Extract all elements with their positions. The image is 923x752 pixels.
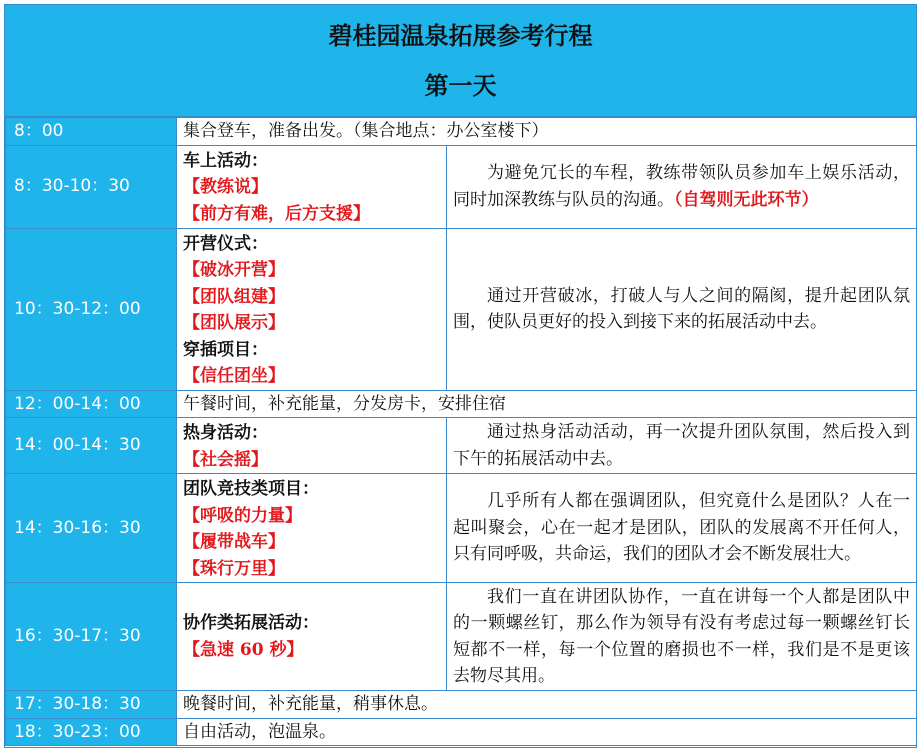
schedule-row bbox=[6, 474, 917, 583]
day-label: 第一天 bbox=[424, 71, 497, 100]
itinerary-sheet bbox=[4, 4, 917, 748]
schedule-row bbox=[6, 583, 917, 691]
itinerary-header bbox=[5, 5, 916, 117]
activity-cell bbox=[177, 145, 447, 228]
description-cell bbox=[447, 145, 917, 228]
activity-item: 【前方有难，后方支援】 bbox=[183, 203, 370, 224]
description-cell: 通过热身活动活动，再一次提升团队氛围，然后投入到下午的拓展活动中去。 bbox=[447, 418, 917, 474]
activity-cell: 晚餐时间，补充能量，稍事休息。 bbox=[177, 691, 917, 719]
activity-item: 【信任团坐】 bbox=[183, 366, 285, 386]
schedule-row bbox=[6, 691, 917, 719]
schedule-row bbox=[6, 228, 917, 390]
activity-item: 【履带战车】 bbox=[183, 532, 285, 552]
time-cell: 16：30-17：30 bbox=[6, 583, 177, 691]
time-cell: 8：00 bbox=[6, 118, 177, 146]
schedule-row bbox=[6, 118, 917, 146]
description-note: （自驾则无此环节） bbox=[674, 189, 819, 210]
schedule-row bbox=[6, 390, 917, 418]
activity-cell: 自由活动，泡温泉。 bbox=[177, 718, 917, 746]
description-cell: 通过开营破冰，打破人与人之间的隔阂，提升起团队氛围，使队员更好的投入到接下来的拓展活动中去。 bbox=[447, 228, 917, 390]
activity-heading: 穿插项目： bbox=[183, 339, 268, 360]
description-cell: 我们一直在讲团队协作，一直在讲每一个人都是团队中的一颗螺丝钉，那么作为领导有没有考虑过每一颗螺丝钉长短都不一样，每一个位置的磨损也不一样，我们是不是更该去物尽其用。 bbox=[447, 583, 917, 691]
time-cell: 8：30-10：30 bbox=[6, 145, 177, 228]
time-cell: 12：00-14：00 bbox=[6, 390, 177, 418]
activity-item: 【教练说】 bbox=[183, 177, 268, 197]
activity-item: 【社会摇】 bbox=[183, 449, 268, 470]
activity-cell bbox=[177, 474, 447, 583]
time-cell: 14：00-14：30 bbox=[6, 418, 177, 474]
activity-heading: 团队竞技类项目： bbox=[183, 479, 319, 499]
activity-item: 【急速 60 秒】 bbox=[183, 639, 304, 660]
schedule-row bbox=[6, 718, 917, 746]
activity-cell bbox=[177, 583, 447, 691]
description-cell: 几乎所有人都在强调团队，但究竟什么是团队？人在一起叫聚会，心在一起才是团队，团队的发展离不开任何人，只有同呼吸，共命运，我们的团队才会不断发展壮大。 bbox=[447, 474, 917, 583]
schedule-row bbox=[6, 418, 917, 474]
activity-item: 【珠行万里】 bbox=[183, 558, 285, 579]
itinerary-title: 碧桂园温泉拓展参考行程 bbox=[328, 21, 593, 50]
activity-cell: 集合登车，准备出发。（集合地点：办公室楼下） bbox=[177, 118, 917, 146]
activity-heading: 热身活动： bbox=[183, 423, 268, 443]
activity-item: 【破冰开营】 bbox=[183, 260, 285, 280]
activity-heading: 协作类拓展活动： bbox=[183, 613, 319, 633]
time-cell: 14：30-16：30 bbox=[6, 474, 177, 583]
schedule-row bbox=[6, 145, 917, 228]
schedule-table bbox=[5, 117, 917, 746]
time-cell: 17：30-18：30 bbox=[6, 691, 177, 719]
activity-cell: 午餐时间，补充能量，分发房卡，安排住宿 bbox=[177, 390, 917, 418]
activity-cell bbox=[177, 228, 447, 390]
activity-heading: 车上活动： bbox=[183, 150, 268, 171]
activity-item: 【团队展示】 bbox=[183, 313, 285, 333]
activity-cell bbox=[177, 418, 447, 474]
description-text: 为避免冗长的车程，教练带领队员参加车上娱乐活动，同时加深教练与队员的沟通。 bbox=[453, 163, 910, 210]
time-cell: 10：30-12：00 bbox=[6, 228, 177, 390]
time-cell: 18：30-23：00 bbox=[6, 718, 177, 746]
activity-item: 【团队组建】 bbox=[183, 286, 285, 307]
activity-heading: 开营仪式： bbox=[183, 233, 268, 254]
activity-item: 【呼吸的力量】 bbox=[183, 505, 302, 526]
